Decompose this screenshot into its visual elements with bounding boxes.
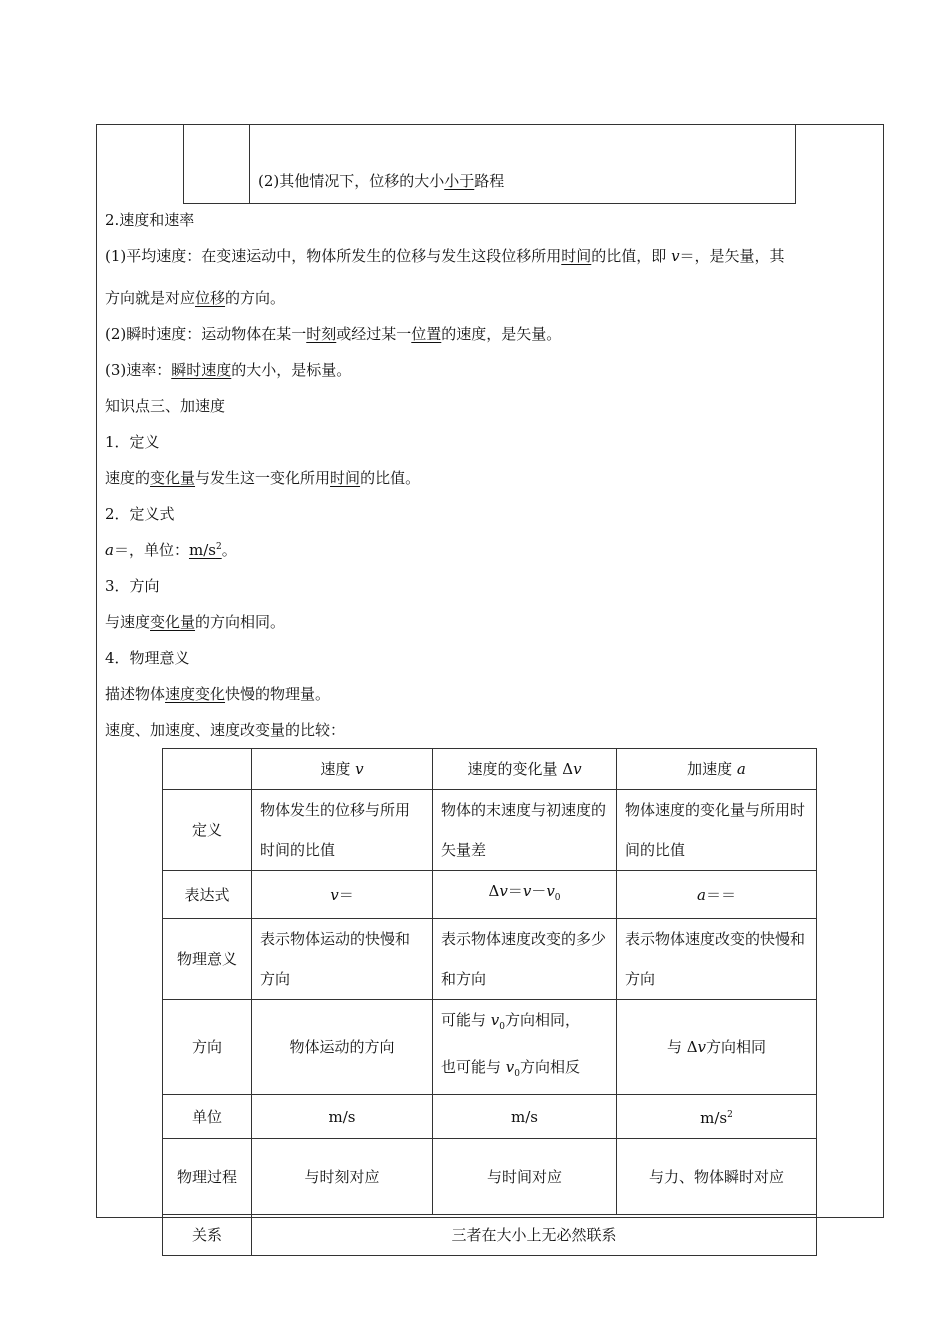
- avg-velocity-line: (1)平均速度：在变速运动中，物体所发生的位移与发生这段位移所用时间的比值，即 v＝，是矢量，其: [105, 247, 785, 265]
- cell-relation: 三者在大小上无必然联系: [252, 1215, 817, 1256]
- cell-expr-velocity: v＝: [252, 871, 433, 919]
- row-label-process: 物理过程: [163, 1139, 252, 1215]
- definition-text: 速度的变化量与发生这一变化所用时间的比值。: [105, 469, 421, 487]
- table-row: [163, 749, 817, 790]
- cell-expr-accel: a＝＝: [617, 871, 817, 919]
- cell-dir-velocity: 物体运动的方向: [252, 1000, 433, 1095]
- cell-def-velocity: 物体发生的位移与所用时间的比值: [252, 790, 433, 871]
- row-label-meaning: 物理意义: [163, 919, 252, 1000]
- direction-text: 与速度变化量的方向相同。: [105, 613, 286, 631]
- avg-velocity-line-2: 方向就是对应位移的方向。: [105, 289, 286, 307]
- formula-text: a＝，单位：$m/s^2$。: [105, 541, 237, 559]
- table-row: [163, 790, 817, 871]
- comparison-table: [162, 748, 817, 1256]
- table-row: [163, 1095, 817, 1139]
- cell-meaning-velocity: 表示物体运动的快慢和方向: [252, 919, 433, 1000]
- row-label-relation: 关系: [163, 1215, 252, 1256]
- table-row: [163, 1000, 817, 1095]
- cell-unit-accel: $m/s^2$: [617, 1095, 817, 1139]
- subheading-direction: 3．方向: [105, 577, 160, 595]
- section-heading-speed: 2.速度和速率: [105, 211, 195, 229]
- cell-dir-change: 可能与 $v_0$方向相同， 也可能与 $v_0$方向相反: [433, 1000, 617, 1095]
- section-heading-acceleration: 知识点三、加速度: [105, 397, 226, 415]
- cell-expr-change: $\Delta v=v-v_0$: [433, 871, 617, 919]
- cell-def-change: 物体的末速度与初速度的矢量差: [433, 790, 617, 871]
- meaning-text: 描述物体速度变化快慢的物理量。: [105, 685, 331, 703]
- table-row: [163, 919, 817, 1000]
- row-label-expression: 表达式: [163, 871, 252, 919]
- cell-process-change: 与时间对应: [433, 1139, 617, 1215]
- top-cell-text: (2)其他情况下，位移的大小小于路程: [258, 172, 505, 190]
- table-row: [163, 1215, 817, 1256]
- cell-unit-change: m/s: [433, 1095, 617, 1139]
- cell-dir-accel: 与 Δv方向相同: [617, 1000, 817, 1095]
- header-acceleration: 加速度 a: [617, 749, 817, 790]
- cell-meaning-change: 表示物体速度改变的多少和方向: [433, 919, 617, 1000]
- subheading-formula: 2．定义式: [105, 505, 175, 523]
- table-corner-cell: [163, 749, 252, 790]
- row-label-definition: 定义: [163, 790, 252, 871]
- cell-process-velocity: 与时刻对应: [252, 1139, 433, 1215]
- table-divider: [249, 124, 250, 203]
- table-row: [163, 1139, 817, 1215]
- speed-line: (3)速率：瞬时速度的大小，是标量。: [105, 361, 352, 379]
- table-row: [163, 871, 817, 919]
- cell-unit-velocity: m/s: [252, 1095, 433, 1139]
- cell-process-accel: 与力、物体瞬时对应: [617, 1139, 817, 1215]
- row-label-unit: 单位: [163, 1095, 252, 1139]
- comparison-intro: 速度、加速度、速度改变量的比较：: [105, 721, 346, 739]
- instant-velocity-line: (2)瞬时速度：运动物体在某一时刻或经过某一位置的速度，是矢量。: [105, 325, 562, 343]
- cell-meaning-accel: 表示物体速度改变的快慢和方向: [617, 919, 817, 1000]
- cell-def-accel: 物体速度的变化量与所用时间的比值: [617, 790, 817, 871]
- top-table: [183, 124, 796, 204]
- header-velocity: 速度 v: [252, 749, 433, 790]
- subheading-definition: 1．定义: [105, 433, 160, 451]
- row-label-direction: 方向: [163, 1000, 252, 1095]
- header-velocity-change: 速度的变化量 Δv: [433, 749, 617, 790]
- subheading-meaning: 4．物理意义: [105, 649, 190, 667]
